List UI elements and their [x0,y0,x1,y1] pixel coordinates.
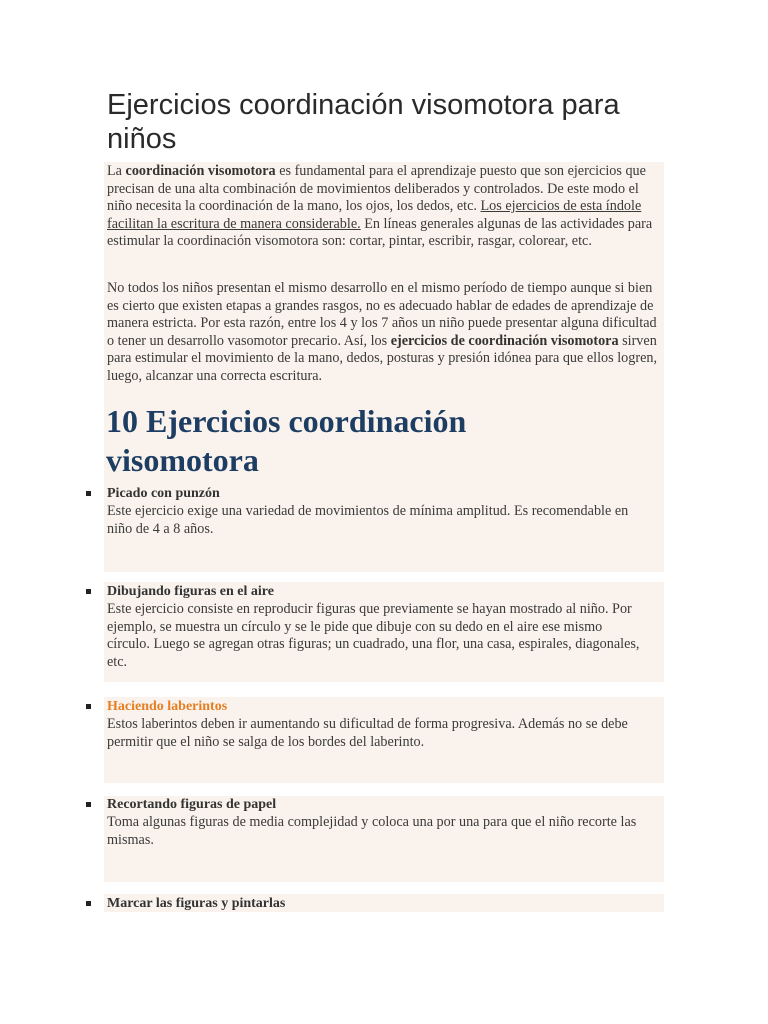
intro-underlined-sentence[interactable]: Los ejercicios de esta índole facilitan la escritura de manera considerable. [107,198,642,232]
exercise-description: Toma algunas figuras de media complejidad y coloca una por una para que el niño recorte las mismas. [107,814,637,848]
exercise-title: Marcar las figuras y pintarlas [107,896,286,911]
section-heading: 10 Ejercicios coordinación visomotora [106,403,467,478]
exercise-description: Este ejercicio consiste en reproducir figuras que previamente se hayan mostrado al niño. Por ejemplo, se muestra un círculo y se le pide que dibuje con su dedo en el aire ese mismo círculo. Luego se agregan otras figuras; un cuadrado, una flor, una casa, espirales, diagonales, etc. [107,601,640,670]
bullet-icon [86,901,91,906]
bullet-icon [86,491,91,496]
bullet-icon [86,802,91,807]
page-title: Ejercicios coordinación visomotora para niños [107,89,620,155]
bullet-icon [86,704,91,709]
intro-bold-term: coordinación visomotora [125,163,276,179]
intro-text: es fundamental para el aprendizaje puesto que son ejercicios que precisan de una alta combinación de movimientos deliberados y controlados. De este modo el niño necesita la coordinación de la mano, los ojos, los dedos, etc. [107,163,646,215]
development-text: No todos los niños presentan el mismo desarrollo en el mismo período de tiempo aunque si bien es cierto que existen etapas a grandes rasgos, no es adecuado hablar de edades de aprendizaje de manera estricta. Por esta razón, entre los 4 y los 7 años un niño puede presentar alguna dificultad o tener un desarrollo vasomotor precario. Así, los [107,280,657,349]
exercise-description: Este ejercicio exige una variedad de movimientos de mínima amplitud. Es recomendable en niño de 4 a 8 años. [107,503,629,537]
intro-paragraph [107,163,667,251]
exercise-description: Estos laberintos deben ir aumentando su dificultad de forma progresiva. Además no se debe permitir que el niño se salga de los bordes del laberinto. [107,716,628,750]
bullet-icon [86,589,91,594]
exercise-title-highlighted[interactable]: Haciendo laberintos [107,699,228,714]
development-bold-term: ejercicios de coordinación visomotora [390,332,619,349]
intro-text: La [107,163,126,179]
intro-text: En líneas generales algunas de las actividades para estimular la coordinación visomotora son: cortar, pintar, escribir, rasgar, colorear, etc. [107,215,653,250]
development-text: sirven para estimular el movimiento de la mano, dedos, posturas y presión idónea para que ellos logren, luego, alcanzar una correcta escritura. [107,332,658,384]
exercise-title: Recortando figuras de papel [107,797,277,812]
exercise-title: Picado con punzón [107,486,220,501]
exercise-title: Dibujando figuras en el aire [107,584,274,599]
development-paragraph [107,280,667,386]
